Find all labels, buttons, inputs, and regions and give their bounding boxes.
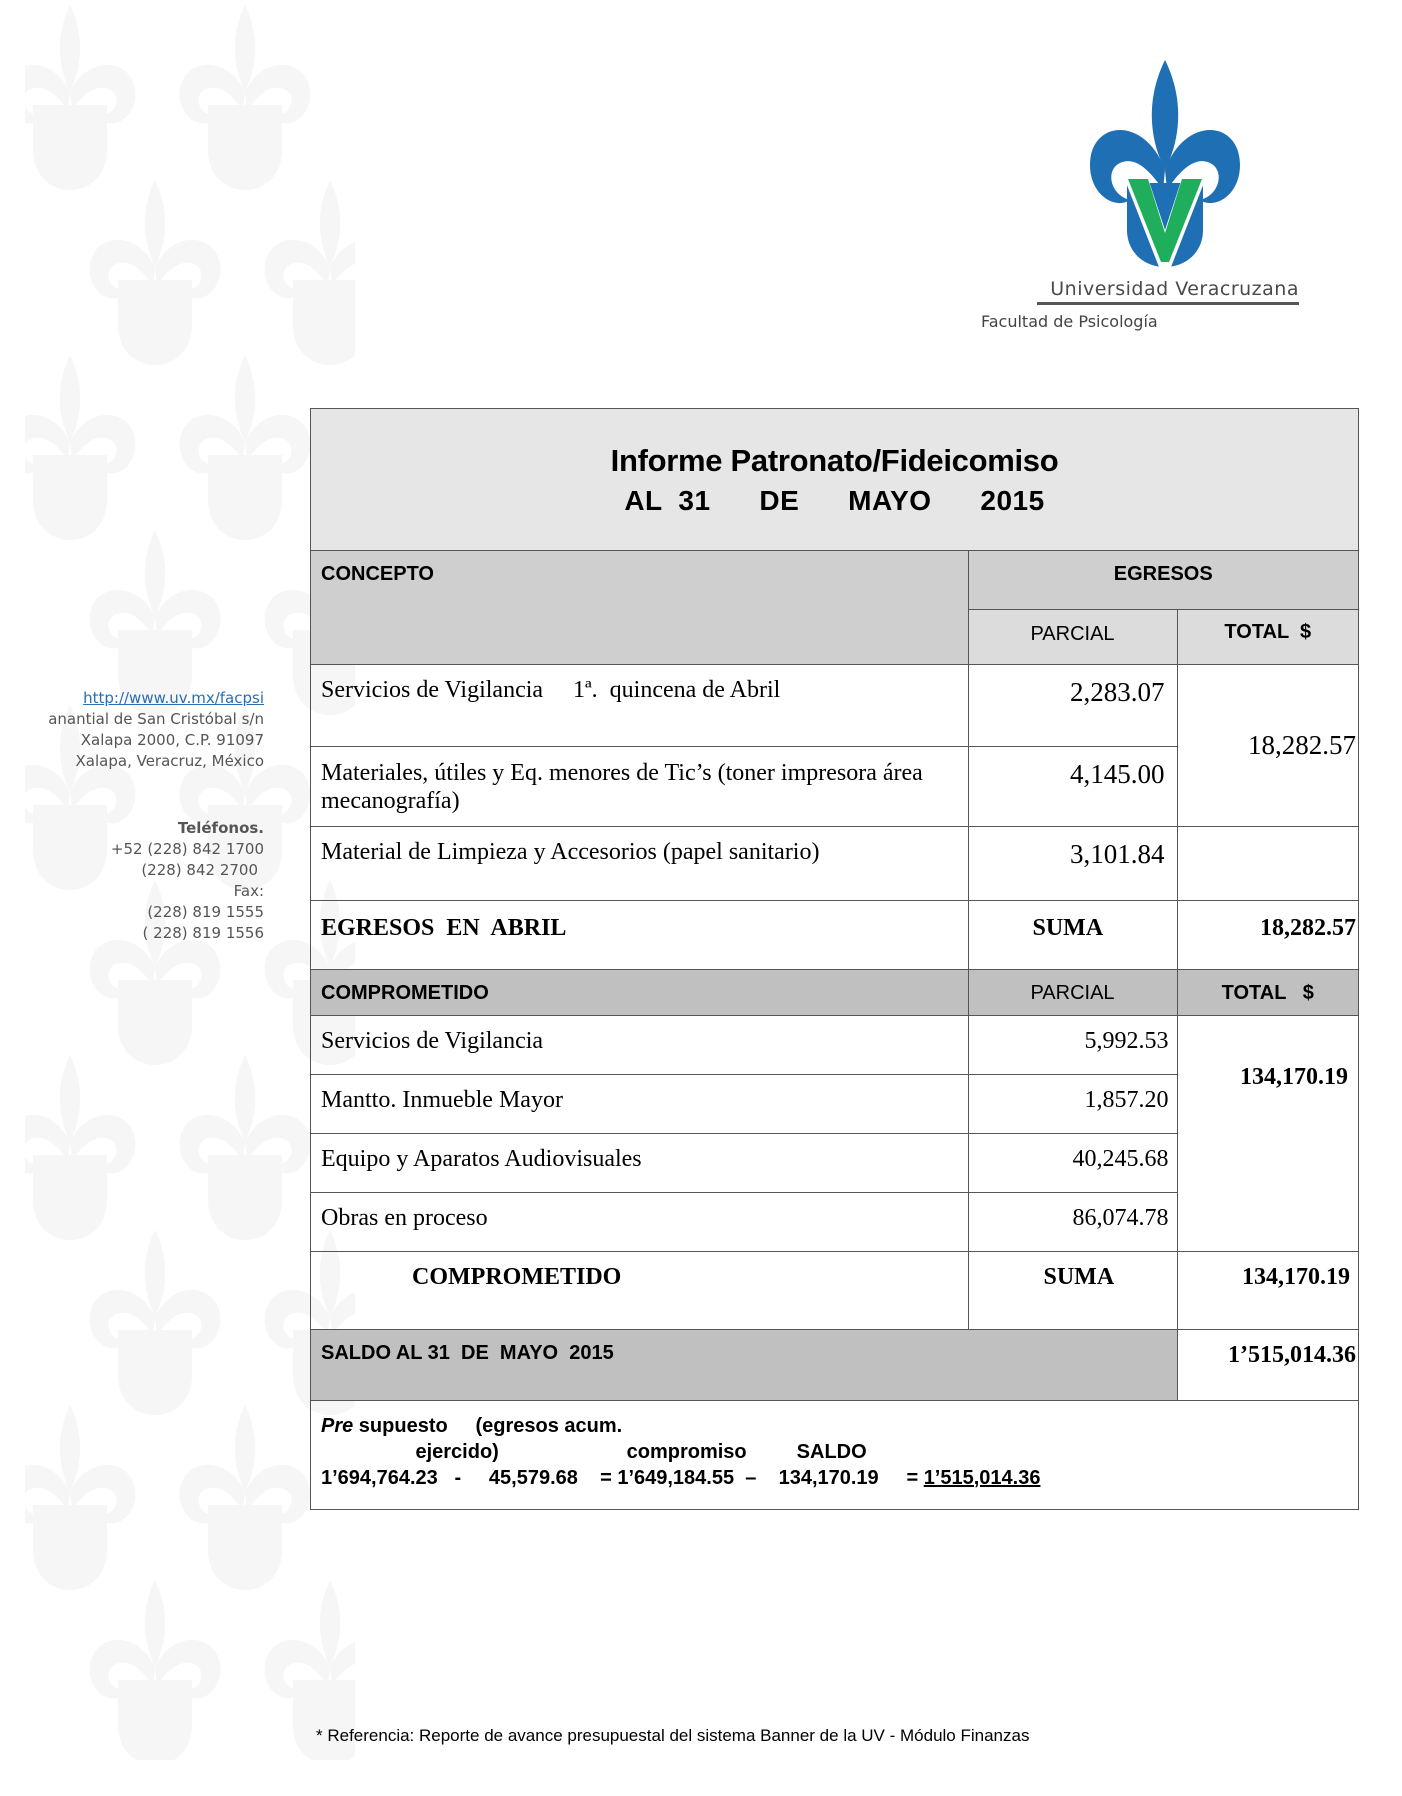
table-row bbox=[311, 1015, 1358, 1074]
concepto-cell: Material de Limpieza y Accesorios (papel sanitario) bbox=[311, 826, 968, 900]
report-title: Informe Patronato/Fideicomiso bbox=[610, 443, 1059, 478]
budget-formula bbox=[311, 1401, 1358, 1509]
parcial-header: PARCIAL bbox=[968, 609, 1177, 664]
egresos-table bbox=[311, 551, 1358, 1401]
saldo-label: SALDO AL 31 DE MAYO 2015 bbox=[311, 1329, 1177, 1400]
parcial-cell: 40,245.68 bbox=[968, 1133, 1177, 1192]
egresos-total-cell: 18,282.57 bbox=[1177, 664, 1358, 826]
comprometido-sum-label: COMPROMETIDO bbox=[311, 1251, 968, 1329]
report-header bbox=[311, 409, 1358, 551]
concepto-cell: Servicios de Vigilancia 1ª. quincena de Abril bbox=[311, 664, 968, 746]
concepto-cell: Mantto. Inmueble Mayor bbox=[311, 1074, 968, 1133]
concepto-header: CONCEPTO bbox=[311, 551, 968, 664]
total-header: TOTAL $ bbox=[1177, 969, 1358, 1015]
parcial-cell: 3,101.84 bbox=[968, 826, 1177, 900]
university-logo bbox=[981, 55, 1320, 345]
table-row bbox=[311, 664, 1358, 746]
report-date: AL 31 DE MAYO 2015 bbox=[624, 485, 1045, 516]
fax-number: ( 228) 819 1556 bbox=[142, 924, 264, 942]
egresos-sum-total: 18,282.57 bbox=[1177, 900, 1358, 969]
egresos-sum-row bbox=[311, 900, 1358, 969]
egresos-header: EGRESOS bbox=[968, 551, 1358, 609]
table-row bbox=[311, 826, 1358, 900]
egresos-sum-label: EGRESOS EN ABRIL bbox=[311, 900, 968, 969]
suma-label: SUMA bbox=[968, 1251, 1177, 1329]
university-name: Universidad Veracruzana bbox=[1037, 278, 1299, 305]
concepto-cell: Obras en proceso bbox=[311, 1192, 968, 1251]
formula-line3: 1’694,764.23 - 45,579.68 = 1’649,184.55 – 134,170.19 = bbox=[321, 1466, 924, 1489]
comprometido-total-cell: 134,170.19 bbox=[1177, 1015, 1358, 1251]
phones-label: Teléfonos. bbox=[177, 819, 264, 837]
formula-result: 1’515,014.36 bbox=[923, 1466, 1041, 1489]
footnote: * Referencia: Reporte de avance presupuestal del sistema Banner de la UV - Módulo Finanzas bbox=[316, 1726, 1030, 1745]
concepto-cell: Servicios de Vigilancia bbox=[311, 1015, 968, 1074]
formula-line2: ejercido) compromiso SALDO bbox=[321, 1440, 867, 1463]
fax-number: (228) 819 1555 bbox=[147, 903, 264, 921]
formula-pre: Pre bbox=[321, 1414, 354, 1437]
comprometido-sum-row bbox=[311, 1251, 1358, 1329]
address-line: Xalapa 2000, C.P. 91097 bbox=[80, 731, 264, 749]
saldo-row bbox=[311, 1329, 1358, 1400]
comprometido-header-row bbox=[311, 969, 1358, 1015]
website-link[interactable]: http://www.uv.mx/facpsi bbox=[83, 689, 264, 707]
comprometido-header: COMPROMETIDO bbox=[311, 969, 968, 1015]
fax-label: Fax: bbox=[233, 882, 264, 900]
concepto-cell: Materiales, útiles y Eq. menores de Tic’s (toner impresora área mecanografía) bbox=[311, 746, 968, 826]
report-table bbox=[310, 408, 1359, 1510]
address-line: anantial de San Cristóbal s/n bbox=[48, 710, 264, 728]
formula-line1: supuesto (egresos acum. bbox=[353, 1414, 623, 1437]
saldo-value: 1’515,014.36 bbox=[1177, 1329, 1358, 1400]
comprometido-sum-total: 134,170.19 bbox=[1177, 1251, 1358, 1329]
contact-info bbox=[0, 688, 264, 944]
phone-number: (228) 842 2700 bbox=[141, 861, 258, 879]
concepto-cell: Equipo y Aparatos Audiovisuales bbox=[311, 1133, 968, 1192]
parcial-cell: 4,145.00 bbox=[968, 746, 1177, 826]
suma-label: SUMA bbox=[968, 900, 1177, 969]
phone-number: +52 (228) 842 1700 bbox=[110, 840, 264, 858]
watermark-fleur bbox=[25, 5, 135, 190]
parcial-header: PARCIAL bbox=[968, 969, 1177, 1015]
parcial-cell: 86,074.78 bbox=[968, 1192, 1177, 1251]
parcial-cell: 2,283.07 bbox=[968, 664, 1177, 746]
empty-cell bbox=[1177, 826, 1358, 900]
parcial-cell: 1,857.20 bbox=[968, 1074, 1177, 1133]
parcial-cell: 5,992.53 bbox=[968, 1015, 1177, 1074]
address-line: Xalapa, Veracruz, México bbox=[75, 752, 264, 770]
faculty-name: Facultad de Psicología bbox=[981, 312, 1158, 331]
total-header: TOTAL $ bbox=[1177, 609, 1358, 664]
uv-emblem-icon bbox=[1085, 55, 1245, 270]
